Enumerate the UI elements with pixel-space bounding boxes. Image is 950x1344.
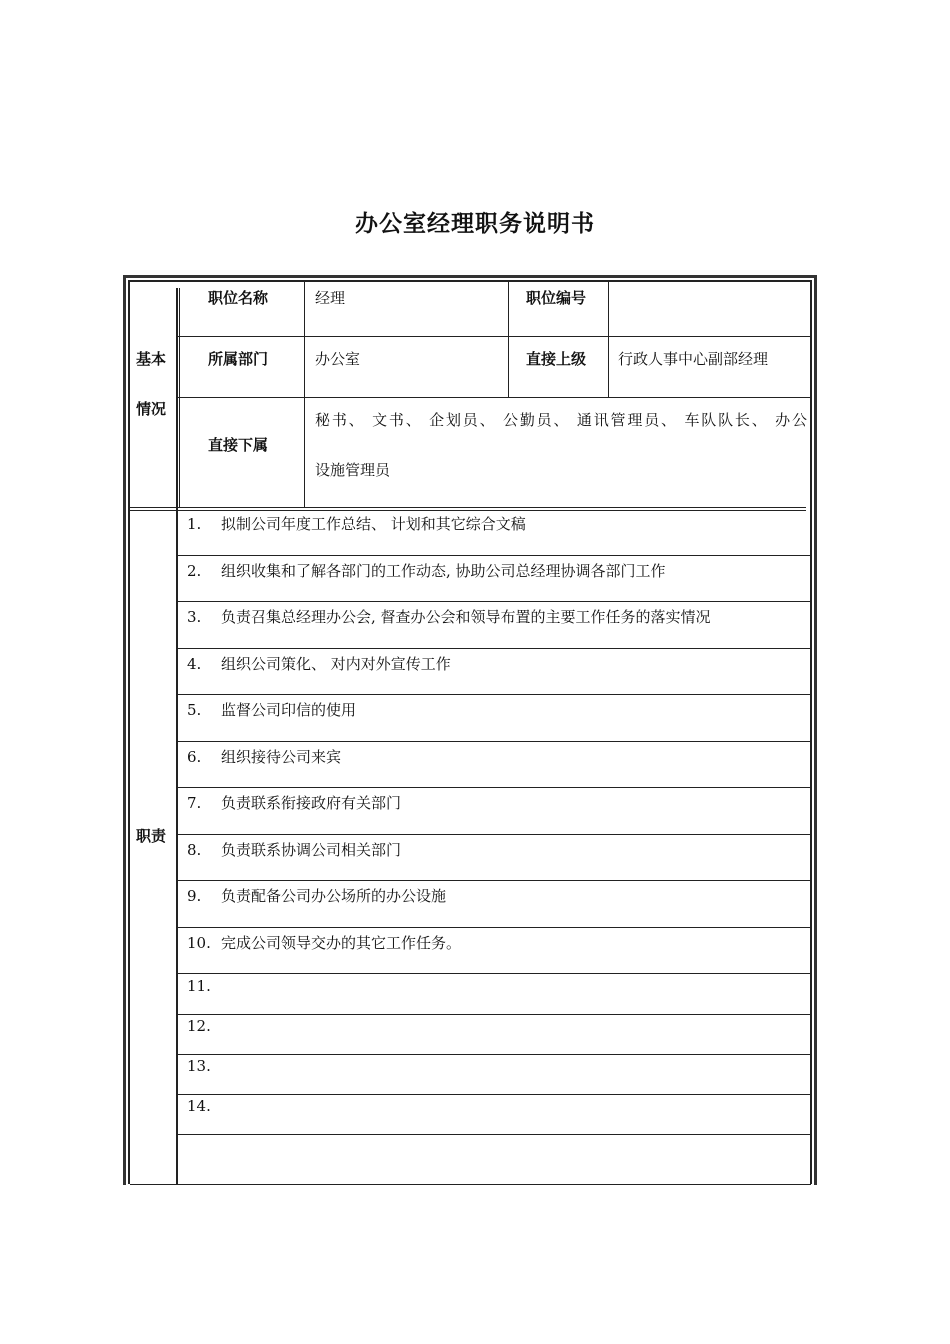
duty-row-divider <box>178 741 811 742</box>
duty-row-divider <box>178 555 811 556</box>
duty-item <box>187 653 451 674</box>
duty-row-divider <box>178 1054 811 1055</box>
duty-text: 负责召集总经理办公会, 督查办公会和领导布置的主要工作任务的落实情况 <box>221 608 711 626</box>
duty-item <box>187 513 526 534</box>
duty-row-divider <box>178 927 811 928</box>
position-no-label: 职位编号 <box>526 289 587 307</box>
duty-row-divider <box>178 1014 811 1015</box>
duty-item <box>187 977 221 995</box>
duty-item <box>187 932 461 953</box>
duty-number: 9. <box>187 887 202 905</box>
duty-number: 11. <box>187 977 211 995</box>
department-label: 所属部门 <box>208 350 269 368</box>
duty-number: 5. <box>187 701 202 719</box>
section-separator-bottom <box>130 510 806 511</box>
duty-item <box>187 792 401 813</box>
superior-label: 直接上级 <box>526 350 587 368</box>
duty-number: 2. <box>187 562 202 580</box>
table-inner-left-border <box>128 280 130 1184</box>
grid-vline-mid <box>508 281 509 398</box>
duty-number: 14. <box>187 1097 211 1115</box>
duty-item <box>187 1017 221 1035</box>
basic-info-section-label-2: 情况 <box>136 400 167 418</box>
duty-number: 10. <box>187 934 211 952</box>
duty-text: 组织收集和了解各部门的工作动态, 协助公司总经理协调各部门工作 <box>221 562 666 580</box>
subordinates-value-line1: 秘书、 文书、 企划员、 公勤员、 通讯管理员、 车队队长、 办公 <box>315 411 807 429</box>
duty-number: 6. <box>187 748 202 766</box>
duty-row-divider <box>178 1134 811 1135</box>
duty-item <box>187 699 356 720</box>
duty-item <box>187 560 666 581</box>
subordinates-label: 直接下属 <box>208 436 269 454</box>
duty-item <box>187 606 711 627</box>
duty-row-divider <box>178 834 811 835</box>
duty-number: 13. <box>187 1057 211 1075</box>
duty-item <box>187 746 341 767</box>
duty-item <box>187 1057 221 1075</box>
duty-row-divider <box>178 1094 811 1095</box>
duty-row-divider <box>178 648 811 649</box>
duty-row-divider <box>178 694 811 695</box>
duty-text: 监督公司印信的使用 <box>221 701 357 719</box>
grid-hline-1 <box>178 336 811 337</box>
duty-row-divider <box>178 880 811 881</box>
duties-section-label: 职责 <box>136 827 167 845</box>
duty-number: 8. <box>187 841 202 859</box>
duty-number: 12. <box>187 1017 211 1035</box>
duty-text: 负责配备公司办公场所的办公设施 <box>221 887 447 905</box>
duty-text: 拟制公司年度工作总结、 计划和其它综合文稿 <box>221 515 526 533</box>
duty-row-divider <box>178 787 811 788</box>
basic-info-section-label-1: 基本 <box>136 350 167 368</box>
document-title: 办公室经理职务说明书 <box>355 211 595 237</box>
duty-number: 1. <box>187 515 202 533</box>
department-value: 办公室 <box>315 350 361 368</box>
table-bottom-border <box>130 1184 811 1185</box>
duty-row-divider <box>178 601 811 602</box>
duty-text: 组织公司策化、 对内对外宣传工作 <box>221 655 451 673</box>
position-name-label: 职位名称 <box>208 289 269 307</box>
subordinates-value-line2: 设施管理员 <box>315 461 391 479</box>
section-separator-top <box>130 507 806 508</box>
duty-item <box>187 839 401 860</box>
duty-text: 负责联系协调公司相关部门 <box>221 841 402 859</box>
duty-item <box>187 1097 221 1115</box>
duty-number: 7. <box>187 794 202 812</box>
duty-text: 组织接待公司来宾 <box>221 748 342 766</box>
position-name-value: 经理 <box>315 289 346 307</box>
section-column-divider-inner <box>179 288 180 508</box>
table-inner-right-border <box>810 280 812 1184</box>
duty-row-divider <box>178 973 811 974</box>
table-inner-top-border <box>128 280 812 282</box>
section-column-divider <box>176 288 178 1184</box>
grid-vline-label <box>304 281 305 508</box>
duty-number: 4. <box>187 655 202 673</box>
grid-hline-2 <box>178 397 811 398</box>
duty-item <box>187 885 446 906</box>
grid-vline-mid2 <box>608 281 609 398</box>
superior-value: 行政人事中心副部经理 <box>618 350 769 368</box>
duty-number: 3. <box>187 608 202 626</box>
duty-text: 负责联系衔接政府有关部门 <box>221 794 402 812</box>
duty-text: 完成公司领导交办的其它工作任务。 <box>221 934 462 952</box>
